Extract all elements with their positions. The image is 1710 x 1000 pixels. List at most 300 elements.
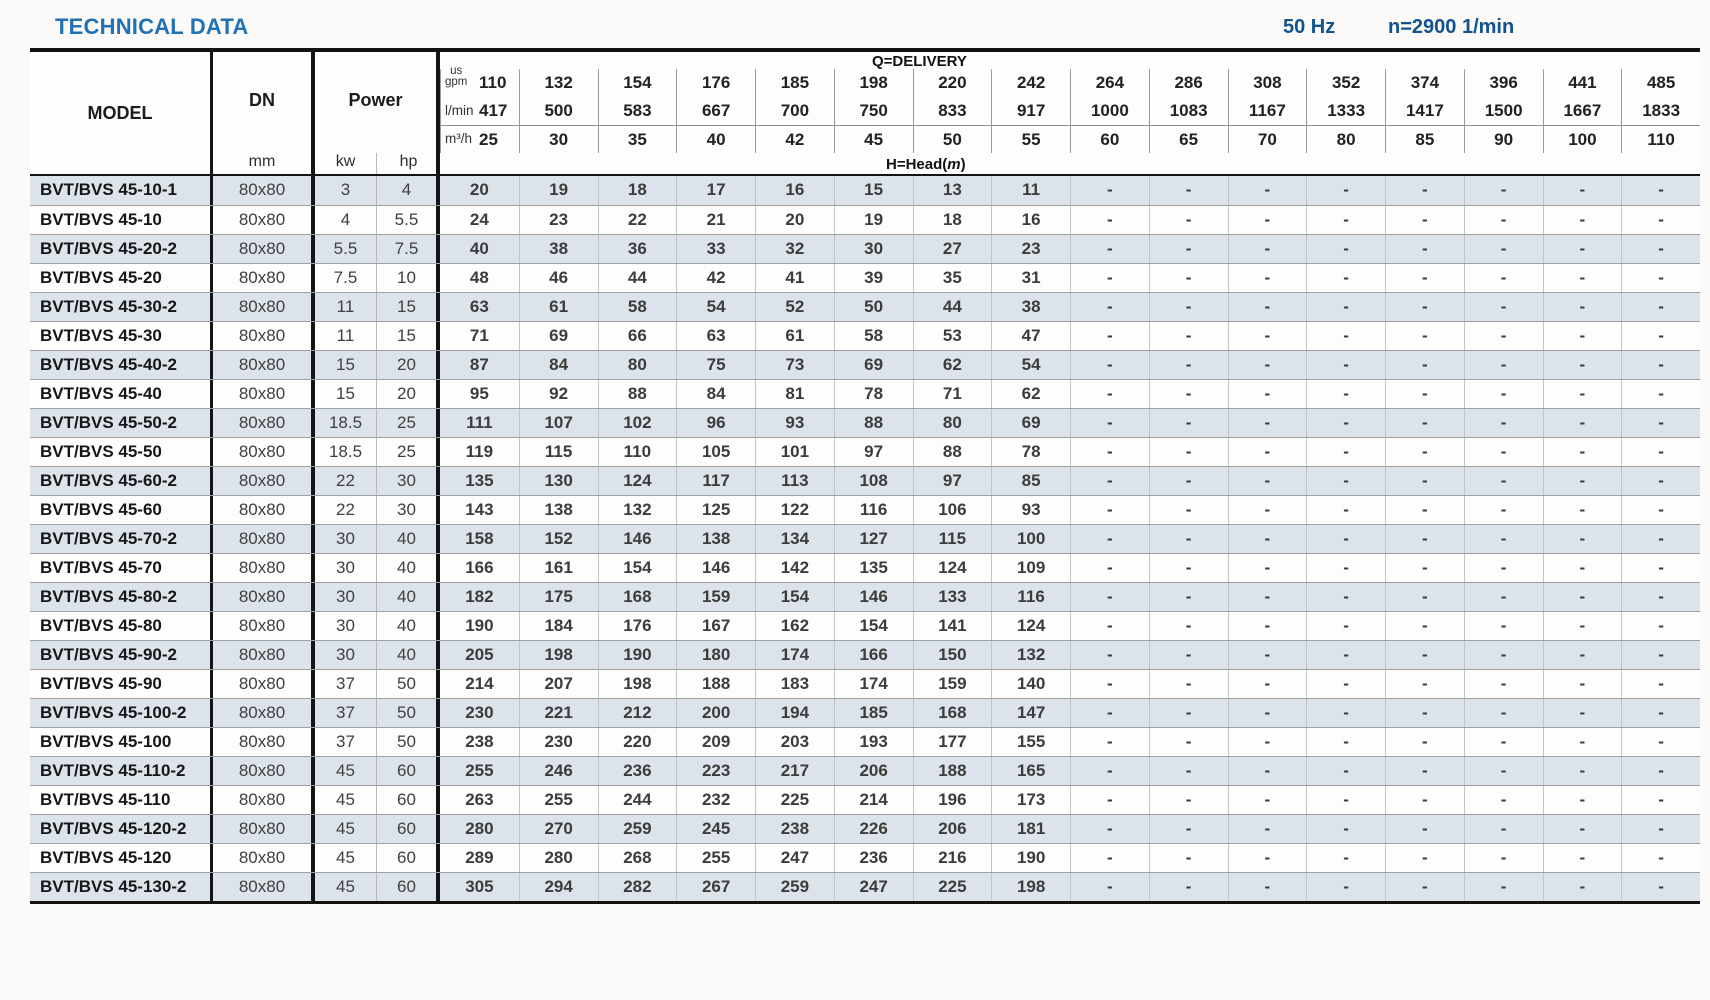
- head-value-cell: 133: [913, 583, 992, 611]
- head-value-cell: -: [1070, 322, 1149, 350]
- power-hp-cell: 20: [377, 351, 440, 379]
- head-value-cell: -: [1228, 612, 1307, 640]
- power-hp-cell: 15: [377, 322, 440, 350]
- dn-cell: 80x80: [213, 554, 315, 582]
- table-row: [30, 785, 1700, 814]
- head-value-cell: -: [1385, 554, 1464, 582]
- head-value-cell: 167: [676, 612, 755, 640]
- head-value-cell: -: [1070, 641, 1149, 669]
- technical-data-table: [30, 48, 1700, 904]
- head-value-cell: -: [1543, 235, 1622, 263]
- head-value-cell: -: [1228, 815, 1307, 843]
- gpm-value: 176: [676, 69, 755, 97]
- head-value-cell: -: [1228, 757, 1307, 785]
- head-value-cell: -: [1306, 583, 1385, 611]
- head-value-cell: -: [1464, 670, 1543, 698]
- head-value-cell: 38: [991, 293, 1070, 321]
- head-value-cell: 27: [913, 235, 992, 263]
- power-hp-cell: 40: [377, 525, 440, 553]
- gpm-unit-label: us gpm: [445, 65, 468, 88]
- head-value-cell: 63: [676, 322, 755, 350]
- head-value-cell: 214: [834, 786, 913, 814]
- dn-cell: 80x80: [213, 293, 315, 321]
- power-kw-cell: 3: [315, 176, 377, 205]
- head-value-cell: -: [1149, 467, 1228, 495]
- model-cell: BVT/BVS 45-70: [30, 554, 213, 582]
- power-hp-cell: 60: [377, 815, 440, 843]
- head-value-cell: 206: [834, 757, 913, 785]
- head-value-cell: -: [1464, 583, 1543, 611]
- head-value-cell: 140: [991, 670, 1070, 698]
- power-hp-cell: 50: [377, 728, 440, 756]
- head-value-cell: -: [1385, 235, 1464, 263]
- head-value-cell: -: [1306, 496, 1385, 524]
- m3h-value: 25: [440, 126, 519, 153]
- head-value-cell: -: [1149, 873, 1228, 901]
- power-hp-cell: 10: [377, 264, 440, 292]
- head-value-cell: -: [1070, 409, 1149, 437]
- head-value-cell: 305: [465, 877, 494, 896]
- head-value-cell: 97: [913, 467, 992, 495]
- power-hp-cell: 40: [377, 641, 440, 669]
- dn-cell: 80x80: [213, 176, 315, 205]
- head-value-cell: -: [1070, 351, 1149, 379]
- head-value-cell: 220: [598, 728, 677, 756]
- m3h-header-row: [440, 125, 1700, 153]
- dn-cell: 80x80: [213, 699, 315, 727]
- lmin-value: 500: [519, 97, 598, 125]
- head-value-cell: -: [1385, 844, 1464, 872]
- head-value-cell: 214: [465, 674, 494, 693]
- head-value-cell: -: [1149, 554, 1228, 582]
- head-value-cell: 232: [676, 786, 755, 814]
- head-value-cell: 159: [913, 670, 992, 698]
- lmin-value: 700: [755, 97, 834, 125]
- head-value-cell: 111: [466, 413, 493, 432]
- head-value-cell: -: [1464, 612, 1543, 640]
- head-value-cell: 162: [755, 612, 834, 640]
- head-value-cell: -: [1306, 728, 1385, 756]
- head-value-cell: 238: [465, 732, 494, 751]
- head-value-cell: 263: [465, 790, 494, 809]
- power-kw-cell: 22: [315, 467, 377, 495]
- head-value-cell: 24: [469, 210, 489, 229]
- power-hp-cell: 40: [377, 554, 440, 582]
- model-cell: BVT/BVS 45-50-2: [30, 409, 213, 437]
- power-hp-unit-label: hp: [399, 153, 418, 170]
- head-value-cell: 19: [834, 206, 913, 234]
- speed-label: n=2900 1/min: [1388, 16, 1515, 38]
- power-hp-cell: 60: [377, 786, 440, 814]
- power-hp-cell: 4: [377, 176, 440, 205]
- head-value-cell: -: [1306, 670, 1385, 698]
- head-value-cell: -: [1070, 438, 1149, 466]
- head-value-cell: 135: [465, 471, 494, 490]
- table-row: [30, 437, 1700, 466]
- head-value-cell: 32: [755, 235, 834, 263]
- power-kw-cell: 18.5: [315, 409, 377, 437]
- head-value-cell: -: [1149, 293, 1228, 321]
- head-value-cell: -: [1228, 293, 1307, 321]
- table-row: [30, 234, 1700, 263]
- head-value-cell: -: [1385, 496, 1464, 524]
- model-cell: BVT/BVS 45-40-2: [30, 351, 213, 379]
- model-cell: BVT/BVS 45-40: [30, 380, 213, 408]
- head-label: H=Head(m): [886, 156, 966, 173]
- head-value-cell: 158: [465, 529, 494, 548]
- head-value-cell: 245: [676, 815, 755, 843]
- head-value-cell: -: [1070, 873, 1149, 901]
- head-value-cell: -: [1621, 757, 1700, 785]
- head-value-cell: -: [1543, 264, 1622, 292]
- head-value-cell: -: [1385, 641, 1464, 669]
- head-value-cell: -: [1070, 786, 1149, 814]
- m3h-value: 35: [598, 126, 677, 153]
- head-value-cell: 18: [598, 176, 677, 205]
- power-kw-cell: 45: [315, 815, 377, 843]
- head-value-cell: 134: [755, 525, 834, 553]
- head-value-cell: 190: [598, 641, 677, 669]
- head-value-cell: 69: [519, 322, 598, 350]
- head-value-cell: -: [1228, 525, 1307, 553]
- head-value-cell: -: [1070, 728, 1149, 756]
- model-cell: BVT/BVS 45-130-2: [30, 873, 213, 901]
- head-value-cell: 190: [465, 616, 494, 635]
- head-value-cell: -: [1306, 293, 1385, 321]
- page-title: TECHNICAL DATA: [55, 14, 249, 39]
- dn-cell: 80x80: [213, 786, 315, 814]
- head-value-cell: 282: [598, 873, 677, 901]
- lmin-value: 750: [834, 97, 913, 125]
- gpm-value: 396: [1464, 69, 1543, 97]
- head-value-cell: 88: [598, 380, 677, 408]
- head-value-cell: 52: [755, 293, 834, 321]
- head-value-cell: 17: [676, 176, 755, 205]
- head-value-cell: -: [1621, 176, 1700, 205]
- head-value-cell: 185: [834, 699, 913, 727]
- head-value-cell: -: [1070, 235, 1149, 263]
- model-cell: BVT/BVS 45-120-2: [30, 815, 213, 843]
- head-value-cell: 36: [598, 235, 677, 263]
- power-hp-cell: 60: [377, 844, 440, 872]
- head-value-cell: -: [1621, 351, 1700, 379]
- model-cell: BVT/BVS 45-30: [30, 322, 213, 350]
- model-cell: BVT/BVS 45-20: [30, 264, 213, 292]
- power-kw-cell: 7.5: [315, 264, 377, 292]
- head-value-cell: -: [1070, 496, 1149, 524]
- head-value-cell: 80: [913, 409, 992, 437]
- head-value-cell: 212: [598, 699, 677, 727]
- model-cell: BVT/BVS 45-110: [30, 786, 213, 814]
- dn-unit-label: mm: [248, 153, 276, 170]
- head-value-cell: -: [1149, 409, 1228, 437]
- table-row: [30, 263, 1700, 292]
- head-value-cell: -: [1464, 699, 1543, 727]
- head-value-cell: -: [1385, 264, 1464, 292]
- head-value-cell: -: [1228, 235, 1307, 263]
- head-value-cell: 236: [598, 757, 677, 785]
- dn-cell: 80x80: [213, 264, 315, 292]
- table-row: [30, 727, 1700, 756]
- table-row: [30, 640, 1700, 669]
- head-value-cell: 125: [676, 496, 755, 524]
- head-value-cell: -: [1385, 815, 1464, 843]
- head-value-cell: -: [1464, 728, 1543, 756]
- head-value-cell: 30: [834, 235, 913, 263]
- head-value-cell: 217: [755, 757, 834, 785]
- dn-cell: 80x80: [213, 409, 315, 437]
- gpm-value: 374: [1385, 69, 1464, 97]
- lmin-value: 583: [598, 97, 677, 125]
- head-value-cell: -: [1385, 380, 1464, 408]
- head-value-cell: -: [1621, 786, 1700, 814]
- head-value-cell: 78: [991, 438, 1070, 466]
- head-value-cell: -: [1149, 235, 1228, 263]
- table-row: [30, 205, 1700, 234]
- head-value-cell: -: [1306, 786, 1385, 814]
- model-cell: BVT/BVS 45-20-2: [30, 235, 213, 263]
- head-value-cell: -: [1621, 293, 1700, 321]
- head-value-cell: -: [1306, 438, 1385, 466]
- head-value-cell: 180: [676, 641, 755, 669]
- head-value-cell: 100: [991, 525, 1070, 553]
- head-value-cell: 102: [598, 409, 677, 437]
- dn-cell: 80x80: [213, 380, 315, 408]
- head-value-cell: 108: [834, 467, 913, 495]
- power-kw-cell: 37: [315, 728, 377, 756]
- head-value-cell: -: [1306, 699, 1385, 727]
- head-value-cell: -: [1228, 583, 1307, 611]
- lmin-value: 833: [913, 97, 992, 125]
- head-value-cell: 50: [834, 293, 913, 321]
- head-value-cell: -: [1306, 641, 1385, 669]
- head-value-cell: -: [1621, 525, 1700, 553]
- head-value-cell: 115: [519, 438, 598, 466]
- dn-cell: 80x80: [213, 670, 315, 698]
- head-value-cell: 113: [755, 467, 834, 495]
- lmin-value: 1833: [1621, 97, 1700, 125]
- model-cell: BVT/BVS 45-90: [30, 670, 213, 698]
- head-value-cell: 88: [834, 409, 913, 437]
- frequency-label: 50 Hz: [1283, 16, 1336, 38]
- head-value-cell: 181: [991, 815, 1070, 843]
- head-value-cell: 138: [676, 525, 755, 553]
- head-value-cell: 154: [755, 583, 834, 611]
- gpm-value: 154: [598, 69, 677, 97]
- head-value-cell: 247: [834, 873, 913, 901]
- head-value-cell: 173: [991, 786, 1070, 814]
- head-value-cell: -: [1070, 525, 1149, 553]
- power-kw-cell: 45: [315, 873, 377, 901]
- gpm-value: 264: [1070, 69, 1149, 97]
- head-value-cell: 132: [991, 641, 1070, 669]
- delivery-column-header: [440, 52, 1700, 174]
- head-value-cell: 270: [519, 815, 598, 843]
- head-value-cell: 221: [519, 699, 598, 727]
- power-kw-cell: 45: [315, 844, 377, 872]
- head-value-cell: -: [1306, 409, 1385, 437]
- dn-cell: 80x80: [213, 728, 315, 756]
- head-value-cell: 40: [469, 239, 489, 258]
- head-value-cell: 168: [913, 699, 992, 727]
- head-value-cell: -: [1070, 176, 1149, 205]
- head-value-cell: -: [1070, 815, 1149, 843]
- head-value-cell: -: [1543, 612, 1622, 640]
- head-value-cell: -: [1306, 873, 1385, 901]
- gpm-value: 485: [1621, 69, 1700, 97]
- head-value-cell: -: [1306, 176, 1385, 205]
- head-value-cell: -: [1149, 525, 1228, 553]
- m3h-value: 42: [755, 126, 834, 153]
- head-value-cell: -: [1228, 409, 1307, 437]
- head-value-cell: -: [1621, 264, 1700, 292]
- head-value-cell: 96: [676, 409, 755, 437]
- head-value-cell: -: [1464, 409, 1543, 437]
- head-value-cell: -: [1543, 176, 1622, 205]
- head-value-cell: -: [1228, 467, 1307, 495]
- head-value-cell: -: [1464, 293, 1543, 321]
- model-cell: BVT/BVS 45-90-2: [30, 641, 213, 669]
- power-kw-cell: 15: [315, 380, 377, 408]
- head-value-cell: -: [1464, 351, 1543, 379]
- head-value-cell: 107: [519, 409, 598, 437]
- head-value-cell: 168: [598, 583, 677, 611]
- table-row: [30, 466, 1700, 495]
- m3h-value: 65: [1149, 126, 1228, 153]
- head-value-cell: -: [1464, 322, 1543, 350]
- head-value-cell: 147: [991, 699, 1070, 727]
- head-value-cell: -: [1621, 612, 1700, 640]
- head-value-cell: -: [1228, 873, 1307, 901]
- power-header-label: Power: [348, 90, 403, 110]
- head-value-cell: -: [1228, 322, 1307, 350]
- head-value-cell: 23: [519, 206, 598, 234]
- head-value-cell: 223: [676, 757, 755, 785]
- head-value-cell: 62: [913, 351, 992, 379]
- head-value-cell: 81: [755, 380, 834, 408]
- head-value-cell: -: [1228, 554, 1307, 582]
- power-kw-unit-label: kw: [315, 153, 377, 174]
- head-value-cell: -: [1385, 873, 1464, 901]
- head-value-cell: 42: [676, 264, 755, 292]
- model-cell: BVT/BVS 45-10-1: [30, 176, 213, 205]
- head-value-cell: 63: [469, 297, 489, 316]
- dn-cell: 80x80: [213, 206, 315, 234]
- head-value-cell: -: [1149, 670, 1228, 698]
- head-value-cell: 143: [465, 500, 494, 519]
- power-hp-cell: 40: [377, 612, 440, 640]
- head-value-cell: -: [1543, 351, 1622, 379]
- head-value-cell: 16: [755, 176, 834, 205]
- head-value-cell: -: [1070, 293, 1149, 321]
- head-value-cell: 141: [913, 612, 992, 640]
- head-value-cell: 87: [469, 355, 489, 374]
- head-value-cell: -: [1149, 438, 1228, 466]
- lmin-value: 917: [991, 97, 1070, 125]
- m3h-value: 85: [1385, 126, 1464, 153]
- head-value-cell: 255: [465, 761, 494, 780]
- table-row: [30, 814, 1700, 843]
- head-value-cell: 280: [519, 844, 598, 872]
- head-value-cell: -: [1228, 728, 1307, 756]
- head-value-cell: -: [1464, 380, 1543, 408]
- table-row: [30, 495, 1700, 524]
- lmin-value: 1333: [1306, 97, 1385, 125]
- lmin-value: 1000: [1070, 97, 1149, 125]
- head-value-cell: 135: [834, 554, 913, 582]
- head-value-cell: 138: [519, 496, 598, 524]
- model-cell: BVT/BVS 45-80-2: [30, 583, 213, 611]
- head-value-cell: 280: [465, 819, 494, 838]
- head-value-cell: -: [1621, 728, 1700, 756]
- head-value-cell: 146: [834, 583, 913, 611]
- power-hp-cell: 5.5: [377, 206, 440, 234]
- head-value-cell: 16: [991, 206, 1070, 234]
- head-value-cell: -: [1543, 670, 1622, 698]
- table-row: [30, 350, 1700, 379]
- head-value-cell: -: [1543, 380, 1622, 408]
- head-value-cell: 154: [834, 612, 913, 640]
- head-value-cell: -: [1464, 757, 1543, 785]
- head-value-cell: 88: [913, 438, 992, 466]
- m3h-value: 60: [1070, 126, 1149, 153]
- power-kw-cell: 45: [315, 757, 377, 785]
- m3h-value: 80: [1306, 126, 1385, 153]
- m3h-value: 90: [1464, 126, 1543, 153]
- dn-cell: 80x80: [213, 467, 315, 495]
- head-value-cell: -: [1464, 176, 1543, 205]
- gpm-value: 220: [913, 69, 992, 97]
- head-value-cell: 174: [755, 641, 834, 669]
- dn-cell: 80x80: [213, 815, 315, 843]
- head-value-cell: -: [1070, 467, 1149, 495]
- head-value-cell: 106: [913, 496, 992, 524]
- head-value-cell: -: [1306, 206, 1385, 234]
- gpm-value: 132: [519, 69, 598, 97]
- table-row: [30, 756, 1700, 785]
- head-value-cell: -: [1543, 467, 1622, 495]
- head-value-cell: -: [1543, 728, 1622, 756]
- lmin-value: 667: [676, 97, 755, 125]
- gpm-value: 185: [755, 69, 834, 97]
- head-value-cell: 205: [465, 645, 494, 664]
- dn-cell: 80x80: [213, 583, 315, 611]
- head-value-cell: 152: [519, 525, 598, 553]
- head-value-cell: 247: [755, 844, 834, 872]
- m3h-value: 55: [991, 126, 1070, 153]
- gpm-value: 286: [1149, 69, 1228, 97]
- head-value-cell: 46: [519, 264, 598, 292]
- head-value-cell: -: [1464, 873, 1543, 901]
- head-value-cell: -: [1621, 235, 1700, 263]
- head-value-cell: 78: [834, 380, 913, 408]
- head-value-cell: -: [1543, 873, 1622, 901]
- head-value-cell: 93: [755, 409, 834, 437]
- head-value-cell: -: [1621, 496, 1700, 524]
- head-value-cell: 209: [676, 728, 755, 756]
- head-value-cell: 154: [598, 554, 677, 582]
- head-value-cell: 54: [676, 293, 755, 321]
- model-cell: BVT/BVS 45-60: [30, 496, 213, 524]
- head-value-cell: 44: [598, 264, 677, 292]
- head-value-cell: 119: [465, 442, 494, 461]
- head-value-cell: 225: [755, 786, 834, 814]
- head-value-cell: -: [1385, 612, 1464, 640]
- head-value-cell: -: [1228, 641, 1307, 669]
- power-kw-cell: 22: [315, 496, 377, 524]
- head-value-cell: -: [1543, 293, 1622, 321]
- power-kw-cell: 30: [315, 583, 377, 611]
